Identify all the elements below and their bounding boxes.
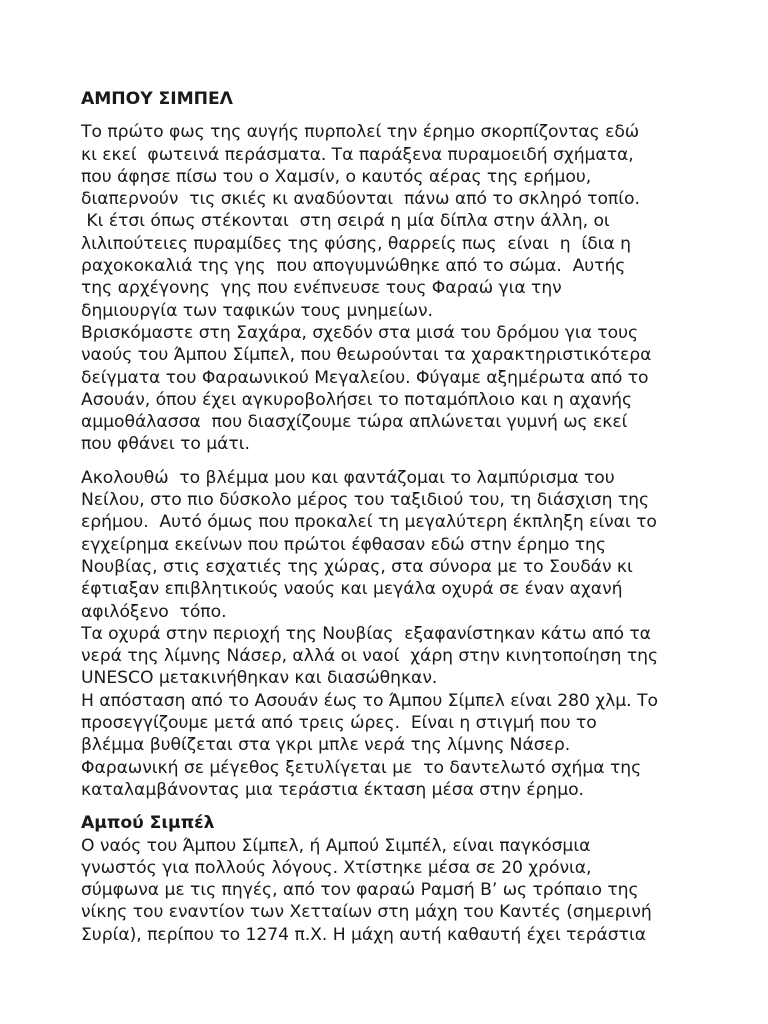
text-line: Φαραωνική σε μέγεθος ξετυλίγεται με το δαντελωτό σχήμα της xyxy=(81,757,642,778)
text-line: δημιουργία των ταφικών τους μνημείων. xyxy=(81,300,433,321)
text-line: Ακολουθώ το βλέμμα μου και φαντάζομαι το λαμπύρισμα του xyxy=(81,467,615,488)
text-line: βλέμμα βυθίζεται στα γκρι μπλε νερά της λίμνης Νάσερ. xyxy=(81,735,571,756)
text-line: νερά της λίμνης Νάσερ, αλλά οι ναοί χάρη στην κινητοποίηση της xyxy=(81,646,659,667)
text-line: Συρία), περίπου το 1274 π.Χ. Η μάχη αυτή καθαυτή έχει τεράστια xyxy=(81,924,646,945)
paragraph-2 xyxy=(81,467,731,801)
paragraph-gap xyxy=(81,801,731,812)
text-line: εγχείρημα εκείνων που πρώτοι έφθασαν εδώ στην έρημο της xyxy=(81,534,606,555)
text-line: Ο ναός του Άμπου Σίμπελ, ή Αμπού Σιμπέλ, είναι παγκόσμια xyxy=(81,835,591,856)
document-title: ΑΜΠΟΥ ΣΙΜΠΕΛ xyxy=(81,89,233,109)
text-line: έφτιαξαν επιβλητικούς ναούς και μεγάλα οχυρά σε έναν αχανή xyxy=(81,579,623,600)
text-line: Νουβίας, στις εσχατιές της χώρας, στα σύνορα με το Σουδάν κι xyxy=(81,556,633,577)
paragraph-3 xyxy=(81,835,731,946)
text-line: σύμφωνα με τις πηγές, από τον φαραώ Ραμσή Β’ ως τρόπαιο της xyxy=(81,880,639,901)
section-subheading: Αμπού Σιμπέλ xyxy=(81,813,215,834)
document-page xyxy=(81,88,731,946)
text-line: UNESCO μετακινήθηκαν και διασώθηκαν. xyxy=(81,668,438,689)
text-line: που φθάνει το μάτι. xyxy=(81,434,250,455)
text-line: αμμοθάλασσα που διασχίζουμε τώρα απλώνεται γυμνή ως εκεί xyxy=(81,412,628,433)
text-line: που άφησε πίσω του ο Χαμσίν, ο καυτός αέρας της ερήμου, xyxy=(81,166,592,187)
text-line: Ασουάν, όπου έχει αγκυροβολήσει το ποταμόπλοιο και η αχανής xyxy=(81,389,633,410)
text-line: ραχοκοκαλιά της γης που απογυμνώθηκε από το σώμα. Αυτής xyxy=(81,256,626,277)
text-line: διαπερνούν τις σκιές κι αναδύονται πάνω από το σκληρό τοπίο. xyxy=(81,189,640,210)
text-line: Νείλου, στο πιο δύσκολο μέρος του ταξιδιού του, τη διάσχιση της xyxy=(81,490,650,511)
text-line: Τα οχυρά στην περιοχή της Νουβίας εξαφανίστηκαν κάτω από τα xyxy=(81,623,651,644)
text-line: Το πρώτο φως της αυγής πυρπολεί την έρημο σκορπίζοντας εδώ xyxy=(81,122,640,143)
text-line: ερήμου. Αυτό όμως που προκαλεί τη μεγαλύτερη έκπληξη είναι το xyxy=(81,512,657,533)
text-line: αφιλόξενο τόπο. xyxy=(81,601,227,622)
text-line: ναούς του Άμπου Σίμπελ, που θεωρούνται τα χαρακτηριστικότερα xyxy=(81,345,652,366)
text-line: δείγματα του Φαραωνικού Μεγαλείου. Φύγαμε αξημέρωτα από το xyxy=(81,367,649,388)
text-line: της αρχέγονης γης που ενέπνευσε τους Φαραώ για την xyxy=(81,278,562,299)
text-line: γνωστός για πολλούς λόγους. Χτίστηκε μέσα σε 20 χρόνια, xyxy=(81,857,592,878)
text-line: κι εκεί φωτεινά περάσματα. Τα παράξενα πυραμοειδή σχήματα, xyxy=(81,144,634,165)
paragraph-gap xyxy=(81,456,731,467)
paragraph-1 xyxy=(81,121,731,455)
text-line: προσεγγίζουμε μετά από τρεις ώρες. Είναι η στιγμή που το xyxy=(81,713,597,734)
text-line: Βρισκόμαστε στη Σαχάρα, σχεδόν στα μισά του δρόμου για τους xyxy=(81,322,639,343)
text-line: νίκης του εναντίον των Χετταίων στη μάχη του Καντές (σημερινή xyxy=(81,902,652,923)
text-line: Κι έτσι όπως στέκονται στη σειρά η μία δίπλα στην άλλη, οι xyxy=(81,211,610,232)
text-line: καταλαμβάνοντας μια τεράστια έκταση μέσα στην έρημο. xyxy=(81,779,584,800)
text-line: Η απόσταση από το Ασουάν έως το Άμπου Σίμπελ είναι 280 χλμ. Το xyxy=(81,690,658,711)
text-line: λιλιπούτειες πυραμίδες της φύσης, θαρρείς πως είναι η ίδια η xyxy=(81,233,631,254)
